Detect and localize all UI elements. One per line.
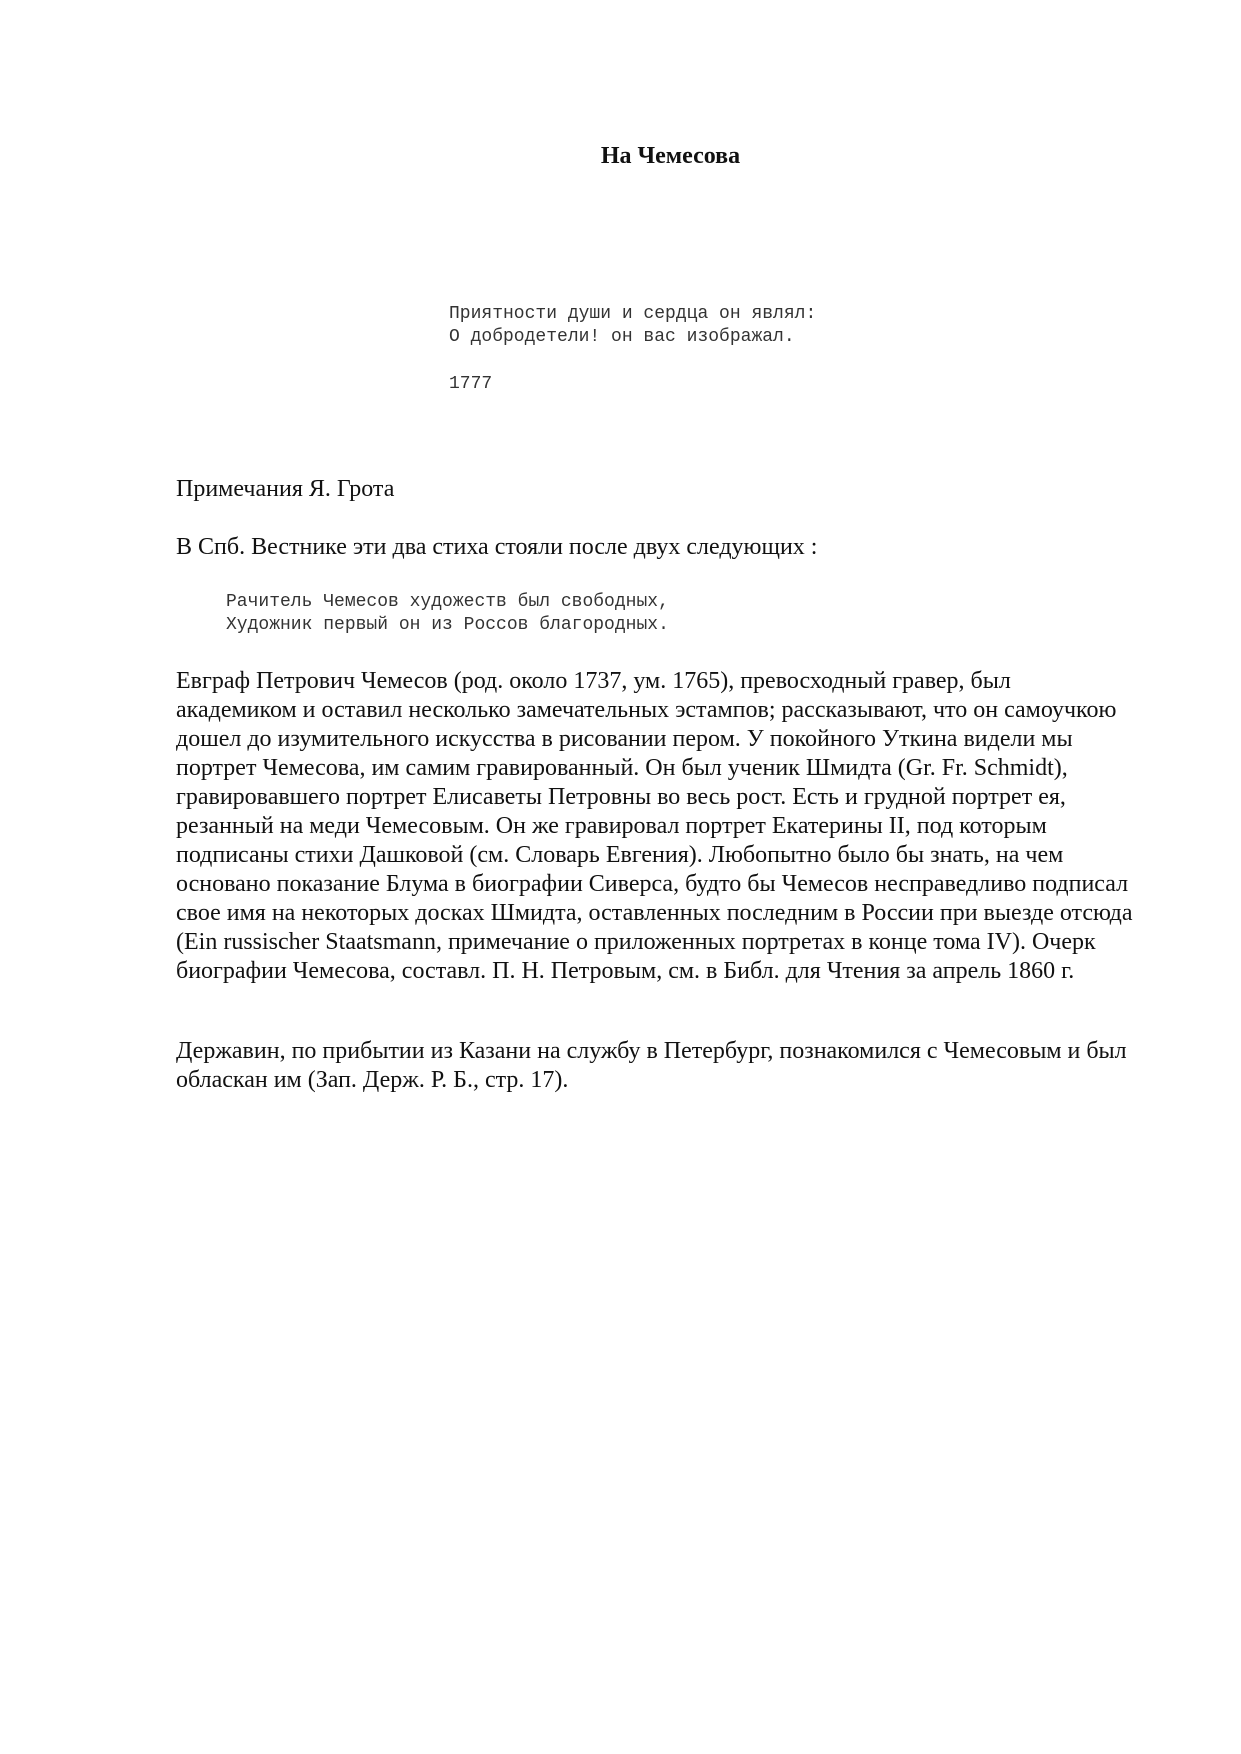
quoted-line: Рачитель Чемесов художеств был свободных, bbox=[226, 592, 669, 612]
poem-block bbox=[449, 303, 816, 396]
quoted-line: Художник первый он из Россов благородных. bbox=[226, 615, 669, 635]
poem-line: О добродетели! он вас изображал. bbox=[449, 327, 795, 347]
notes-heading: Примечания Я. Грота bbox=[176, 476, 395, 502]
quoted-verse bbox=[226, 591, 669, 637]
biography-paragraph: Евграф Петрович Чемесов (род. около 1737, ум. 1765), превосходный гравер, был академиком и оставил несколько замечательных эстампов; рассказывают, что он самоучкою дошел до изумительного искусства в рисовании пером. У покойного Уткина видели мы портрет Чемесова, им самим гравированный. Он был ученик Шмидта (Gr. Fr. Schmidt), гравировавшего портрет Елисаветы Петровны во весь рост. Есть и грудной портрет ея, резанный на меди Чемесовым. Он же гравировал портрет Екатерины II, под которым подписаны стихи Дашковой (см. Словарь Евгения). Любопытно было бы знать, на чем основано показание Блума в биографии Сиверса, будто бы Чемесов несправедливо подписал свое имя на некоторых досках Шмидта, оставленных последним в России при выезде отсюда (Ein russischer Staatsmann, примечание о приложенных портретах в конце тома IV). Очерк биографии Чемесова, составл. П. Н. Петровым, см. в Библ. для Чтения за апрель 1860 г. bbox=[176, 668, 1133, 984]
page-title: На Чемесова bbox=[600, 143, 741, 169]
notes-intro: В Спб. Вестнике эти два стиха стояли после двух следующих : bbox=[176, 534, 818, 560]
poem-year: 1777 bbox=[449, 374, 493, 394]
closing-paragraph: Державин, по прибытии из Казани на службу в Петербург, познакомился с Чемесовым и был обласкан им (Зап. Держ. Р. Б., стр. 17). bbox=[176, 1038, 1127, 1093]
poem-line: Приятности души и сердца он являл: bbox=[449, 304, 817, 324]
